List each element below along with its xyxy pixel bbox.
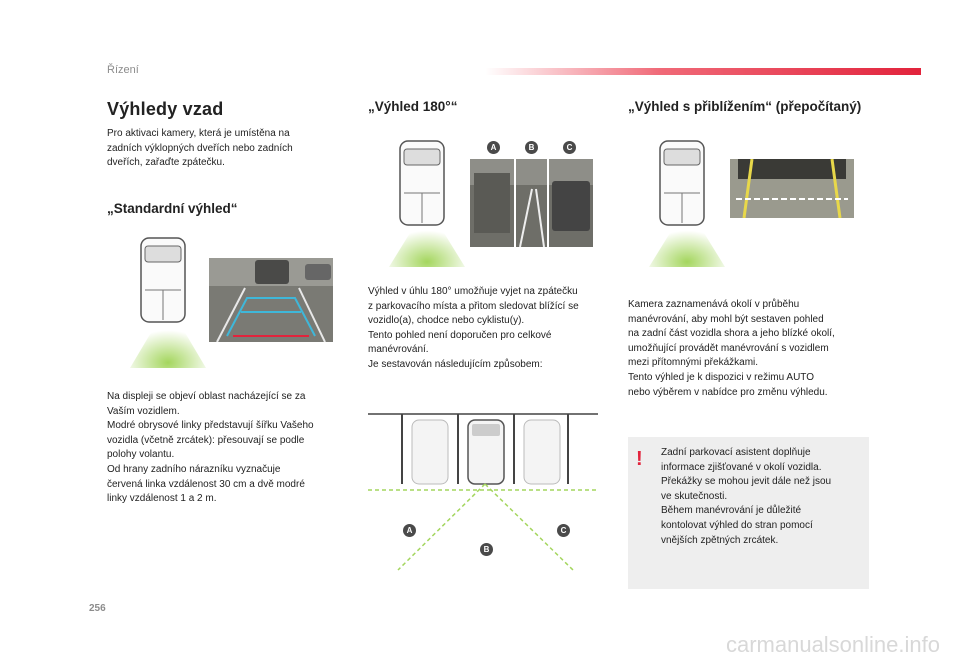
section-label: Řízení: [107, 64, 139, 76]
header-accent-bar: [485, 68, 921, 75]
zoom-view-camera-screen: [730, 159, 854, 218]
standard-view-text: Na displeji se objeví oblast nacházející se za Vaším vozidlem. Modré obrysové linky představují šířku Vašeho vozidla (včetně zrcátek): přesouvají se podle polohy volantu. Od hrany zadního nárazníku vyznačuje červená linka vzdálenost 30 cm a dvě modré linky vzdálenost 1 a 2 m.: [107, 391, 314, 505]
info-box-text: Zadní parkovací asistent doplňuje informace zjišťované v okolí vozidla. Překážky se mohou jevit dále než jsou ve skutečnosti. Během manévrování je důležité kontolovat výhled do stran pomocí vnějších zpětných zrcátek.: [661, 447, 832, 546]
standard-view-camera-screen: [209, 258, 333, 342]
page-number: 256: [89, 603, 106, 614]
badge-a-top: A: [487, 141, 500, 154]
zoom-view-text: Kamera zaznamenává okolí v průběhu manévrování, aby mohl být sestaven pohled na zadní část vozidla shora a jeho blízké okolí, umožňující provádět manévrování s vozidlem mezi přítomnými překážkami. Tento výhled je k dispozici v režimu AUTO nebo výběrem v nabídce pro změnu výhledu.: [628, 299, 835, 398]
badge-b-diagram: B: [480, 543, 493, 556]
badge-a-diagram: A: [403, 524, 416, 537]
badge-b-top: B: [525, 141, 538, 154]
warning-icon: !: [636, 448, 643, 470]
standard-view-car-illustration: [128, 234, 208, 374]
view-180-camera-screen: [470, 159, 593, 247]
badge-c-diagram: C: [557, 524, 570, 537]
watermark: carmanualsonline.info: [725, 632, 940, 657]
view-180-heading: „Výhled 180°“: [368, 99, 458, 114]
zoom-view-car-illustration: [647, 137, 727, 272]
standard-view-heading: „Standardní výhled“: [107, 201, 238, 216]
view-180-car-illustration: [387, 137, 467, 272]
view-180-text: Výhled v úhlu 180° umožňuje vyjet na zpátečku z parkovacího místa a přitom sledovat blížící se vozidlo(a), chodce nebo cyklistu(y). Tento pohled není doporučen pro celkové manévrování. Je sestavován následujícím způsobem:: [368, 286, 579, 370]
zoom-view-heading: „Výhled s přiblížením“ (přepočítaný): [628, 99, 862, 114]
intro-text: Pro aktivaci kamery, která je umístěna na zadních výklopných dveřích nebo zadních dveřích, zařaďte zpátečku.: [107, 128, 293, 169]
badge-c-top: C: [563, 141, 576, 154]
page-title: Výhledy vzad: [107, 99, 224, 119]
